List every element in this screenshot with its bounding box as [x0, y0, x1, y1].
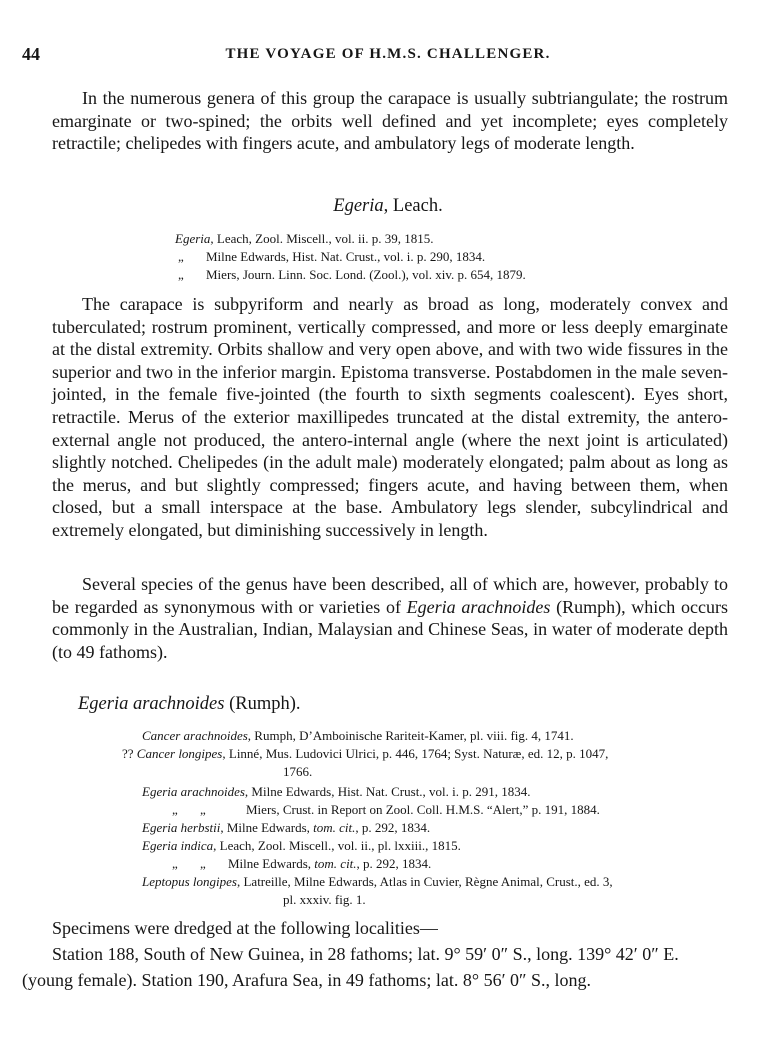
synonym-entry — [122, 745, 608, 763]
text-after: (Rumph), which occurs commonly in the Australian, Indian, Malaysian and Chinese Seas, in water of moderate depth (to 49 fathoms). — [52, 596, 728, 662]
ditto-mark: „ — [178, 249, 184, 264]
localities-intro: Specimens were dredged at the following localities— — [52, 918, 438, 938]
synonym-text: , Milne Edwards, Hist. Nat. Crust., vol. i. p. 291, 1834. — [244, 784, 531, 799]
ditto-mark: „ — [178, 267, 184, 282]
species-heading — [78, 694, 301, 715]
intro-paragraph: In the numerous genera of this group the carapace is usually subtriangulate; the rostrum emarginate or two-spined; the orbits well defined and yet incomplete; eyes completely retractile; chelipedes with fingers acute, and ambulatory legs of moderate length. — [52, 88, 728, 154]
reference-text: , Leach, Zool. Miscell., vol. ii. p. 39, 1815. — [210, 231, 434, 246]
species-paragraph — [52, 573, 728, 663]
ditto-mark: „ — [172, 856, 178, 871]
synonym-text: , Leach, Zool. Miscell., vol. ii., pl. lxxiii., 1815. — [213, 838, 461, 853]
synonym-italic: tom. cit. — [314, 856, 357, 871]
synonym-text: , Milne Edwards, — [220, 820, 314, 835]
synonym-text: Milne Edwards, — [228, 856, 315, 871]
synonym-text: , p. 292, 1834. — [356, 856, 432, 871]
synonym-italic: tom. cit. — [313, 820, 356, 835]
locality-line: Station 188, South of New Guinea, in 28 fathoms; lat. 9° 59′ 0″ S., long. 139° 42′ 0″ E. — [52, 944, 679, 964]
running-title: THE VOYAGE OF H.M.S. CHALLENGER. — [225, 46, 551, 62]
genus-reference — [178, 248, 485, 266]
genus-reference — [175, 230, 434, 248]
synonym-text: , Linné, Mus. Ludovici Ulrici, p. 446, 1764; Syst. Naturæ, ed. 12, p. 1047, — [222, 746, 609, 761]
synonym-text: Miers, Crust. in Report on Zool. Coll. H.M.S. “Alert,” p. 191, 1884. — [246, 802, 600, 817]
synonym-entry — [172, 855, 431, 873]
synonym-entry — [172, 801, 600, 819]
synonym-name: Leptopus longipes — [142, 874, 237, 889]
synonym-continuation: pl. xxxiv. fig. 1. — [283, 892, 366, 907]
synonym-entry — [142, 837, 461, 855]
ditto-mark: „ — [200, 802, 206, 817]
reference-genus: Egeria — [175, 231, 211, 246]
synonym-entry — [142, 819, 430, 837]
synonym-name: Egeria herbstii — [142, 820, 221, 835]
synonym-text: , Rumph, D’Amboinische Rariteit-Kamer, pl. viii. fig. 4, 1741. — [247, 728, 574, 743]
reference-text: Miers, Journ. Linn. Soc. Lond. (Zool.), vol. xiv. p. 654, 1879. — [206, 267, 526, 282]
doubt-mark: ?? — [122, 746, 137, 761]
synonym-continuation: 1766. — [283, 764, 313, 779]
genus-heading — [0, 196, 776, 217]
genus-author: , Leach. — [383, 196, 443, 216]
synonym-name: Cancer arachnoides — [142, 728, 248, 743]
synonym-name: Cancer longipes — [136, 746, 223, 761]
genus-reference — [178, 266, 526, 284]
synonym-entry — [142, 873, 613, 891]
text-before: Several species of the genus have been described, all of which are, however, probably to be regarded as synonymous with or varieties of — [52, 574, 728, 617]
reference-text: Milne Edwards, Hist. Nat. Crust., vol. i. p. 290, 1834. — [206, 249, 486, 264]
species-name-inline: Egeria arachnoides — [406, 596, 551, 617]
species-name: Egeria arachnoides — [78, 694, 225, 714]
page-number: 44 — [22, 44, 40, 64]
synonym-name: Egeria indica — [142, 838, 214, 853]
genus-description: The carapace is subpyriform and nearly as broad as long, moderately convex and tuberculated; rostrum prominent, vertically compressed, and more or less deeply emarginate at the distal extremity. Orbits shallow and very open above, and with two wide fissures in the superior and two in the inferior margin. Epistoma transverse. Postabdomen in the male seven-jointed, in the female five-jointed (the fourth to sixth segments coalescent). Eyes short, retractile. Merus of the exterior maxillipedes truncated at the distal extremity, the antero-external angle not produced, the antero-internal angle (where the next joint is articulated) slightly notched. Chelipedes (in the adult male) moderately elongated; palm about as long as the merus, and but slightly compressed; fingers acute, and having between them, when closed, but a small interspace at the base. Ambulatory legs slender, subcylindrical and extremely elongated, but diminishing successively in length. — [52, 294, 729, 540]
synonym-entry — [142, 727, 574, 745]
synonym-entry — [142, 783, 531, 801]
synonym-name: Egeria arachnoides — [142, 784, 245, 799]
ditto-mark: „ — [200, 856, 206, 871]
synonym-text: , Latreille, Milne Edwards, Atlas in Cuvier, Règne Animal, Crust., ed. 3, — [236, 874, 613, 889]
ditto-mark: „ — [172, 802, 178, 817]
genus-name: Egeria — [333, 196, 384, 216]
synonym-text: , p. 292, 1834. — [355, 820, 431, 835]
locality-line: (young female). Station 190, Arafura Sea, in 49 fathoms; lat. 8° 56′ 0″ S., long. — [22, 970, 592, 990]
species-author: (Rumph). — [224, 694, 301, 714]
